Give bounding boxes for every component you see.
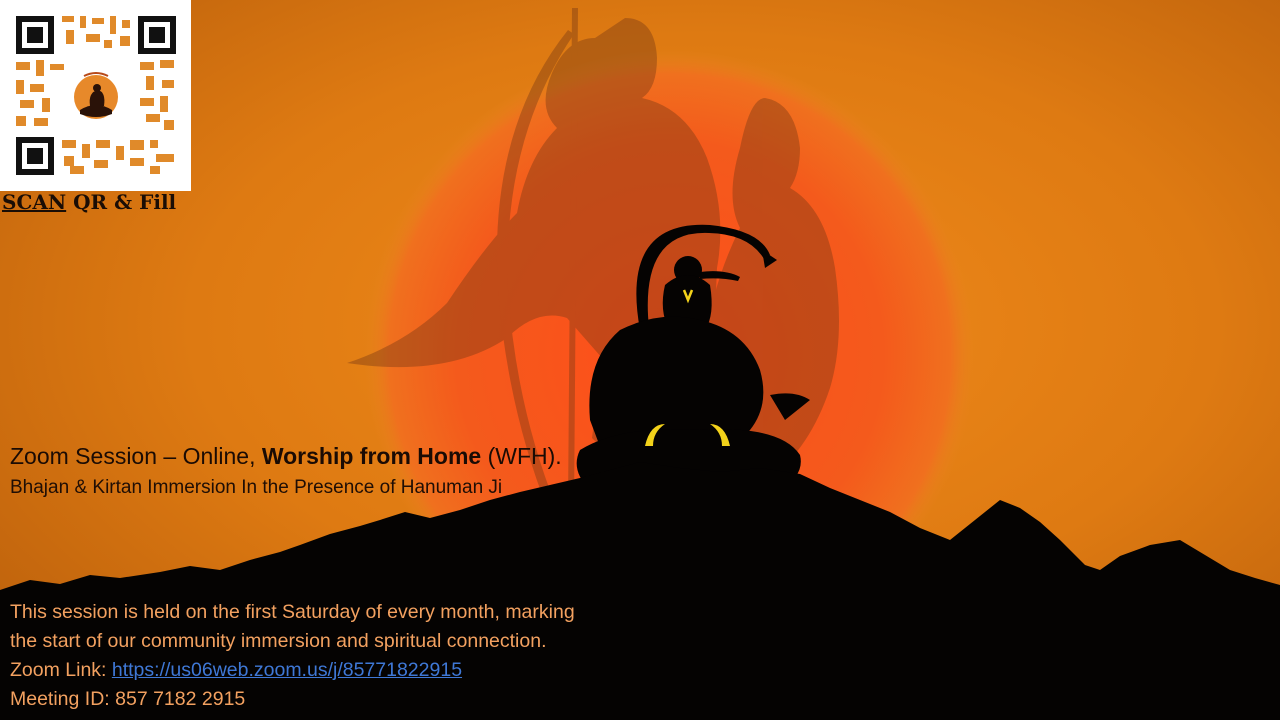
hanuman-logo-icon	[66, 66, 126, 126]
scan-label-rest: QR & Fill	[66, 190, 177, 214]
session-headline	[10, 443, 562, 470]
headline-suffix: (WFH).	[481, 443, 562, 469]
session-info	[10, 598, 575, 714]
zoom-link-label: Zoom Link:	[10, 659, 112, 681]
session-subtitle: Bhajan & Kirtan Immersion In the Presence of Hanuman Ji	[10, 477, 503, 498]
headline-bold: Worship from Home	[261, 443, 482, 469]
info-line-2: the start of our community immersion and spiritual connection.	[10, 630, 547, 652]
qr-code[interactable]	[0, 0, 191, 191]
zoom-link[interactable]: https://us06web.zoom.us/j/85771822915	[111, 659, 463, 681]
scan-qr-label	[2, 190, 176, 214]
scan-label-prefix: SCAN	[2, 190, 67, 214]
info-line-1: This session is held on the first Saturday of every month, marking	[10, 601, 575, 623]
meeting-id: Meeting ID: 857 7182 2915	[10, 688, 246, 710]
headline-prefix: Zoom Session – Online,	[10, 443, 262, 469]
zoom-link-row	[10, 656, 575, 685]
